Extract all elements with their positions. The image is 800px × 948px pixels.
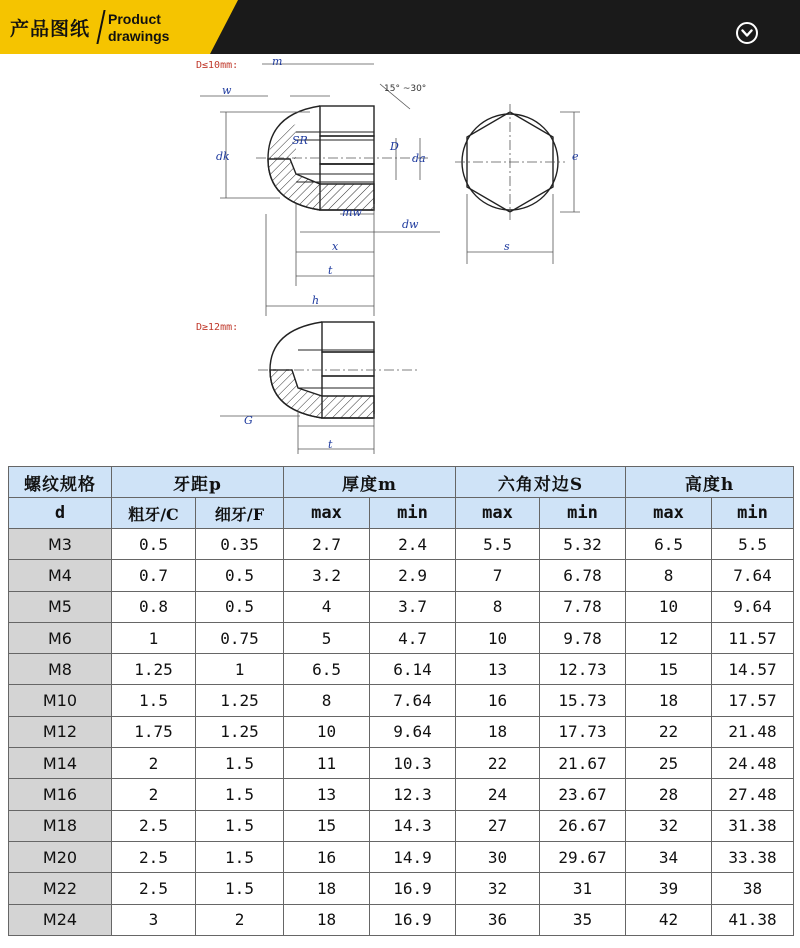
cell-s-max: 13 — [456, 654, 540, 685]
cell-m-min: 2.9 — [370, 560, 456, 591]
header-m-max: max — [284, 498, 370, 529]
cell-pitch-coarse: 2.5 — [112, 873, 196, 904]
cell-h-min: 5.5 — [712, 529, 794, 560]
header-height: 高度h — [626, 467, 794, 498]
table-row — [9, 685, 794, 716]
cell-s-min: 5.32 — [540, 529, 626, 560]
header-title-en — [108, 11, 169, 45]
dim-t-large: t — [328, 438, 333, 451]
cell-pitch-fine: 0.5 — [196, 560, 284, 591]
cell-s-max: 30 — [456, 841, 540, 872]
cell-m-max: 6.5 — [284, 654, 370, 685]
header-title-en-line2: drawings — [108, 28, 170, 44]
cell-m-min: 10.3 — [370, 748, 456, 779]
cell-s-min: 35 — [540, 904, 626, 935]
cell-s-max: 27 — [456, 810, 540, 841]
cell-pitch-fine: 1.25 — [196, 685, 284, 716]
cell-pitch-fine: 1.5 — [196, 841, 284, 872]
dim-sr: SR — [292, 134, 308, 147]
cell-pitch-coarse: 1 — [112, 622, 196, 653]
cell-s-max: 7 — [456, 560, 540, 591]
cell-s-min: 17.73 — [540, 716, 626, 747]
cell-h-max: 6.5 — [626, 529, 712, 560]
cell-s-max: 32 — [456, 873, 540, 904]
cell-s-min: 6.78 — [540, 560, 626, 591]
cell-d: M4 — [9, 560, 112, 591]
cell-m-max: 8 — [284, 685, 370, 716]
table-row — [9, 529, 794, 560]
cell-pitch-fine: 2 — [196, 904, 284, 935]
header-pitch-fine: 细牙/F — [196, 498, 284, 529]
cell-m-max: 2.7 — [284, 529, 370, 560]
cell-pitch-coarse: 2 — [112, 779, 196, 810]
cell-s-min: 15.73 — [540, 685, 626, 716]
cell-h-max: 42 — [626, 904, 712, 935]
cell-pitch-coarse: 1.75 — [112, 716, 196, 747]
cell-m-max: 13 — [284, 779, 370, 810]
cell-h-min: 7.64 — [712, 560, 794, 591]
table-row — [9, 841, 794, 872]
cell-m-max: 18 — [284, 873, 370, 904]
cell-m-min: 16.9 — [370, 873, 456, 904]
cell-m-max: 18 — [284, 904, 370, 935]
cell-d: M18 — [9, 810, 112, 841]
cell-h-min: 24.48 — [712, 748, 794, 779]
cell-m-min: 7.64 — [370, 685, 456, 716]
cell-pitch-coarse: 0.7 — [112, 560, 196, 591]
cell-m-min: 3.7 — [370, 591, 456, 622]
side-view-small — [256, 106, 430, 210]
cell-s-min: 12.73 — [540, 654, 626, 685]
dim-g: G — [244, 414, 253, 427]
cell-s-max: 10 — [456, 622, 540, 653]
table-row — [9, 748, 794, 779]
cell-s-min: 26.67 — [540, 810, 626, 841]
table-row — [9, 622, 794, 653]
cell-s-min: 7.78 — [540, 591, 626, 622]
chevron-down-circle-icon[interactable] — [736, 22, 758, 44]
cell-d: M8 — [9, 654, 112, 685]
cell-m-min: 2.4 — [370, 529, 456, 560]
header-s-max: max — [456, 498, 540, 529]
dim-m: m — [272, 55, 283, 68]
cell-d: M5 — [9, 591, 112, 622]
table-row — [9, 654, 794, 685]
cell-m-min: 9.64 — [370, 716, 456, 747]
table-header-row-2 — [9, 498, 794, 529]
cell-s-max: 36 — [456, 904, 540, 935]
dim-mw: mw — [342, 206, 362, 219]
cell-d: M10 — [9, 685, 112, 716]
cell-h-min: 31.38 — [712, 810, 794, 841]
cell-d: M3 — [9, 529, 112, 560]
dim-w: w — [222, 84, 232, 97]
cell-h-max: 8 — [626, 560, 712, 591]
cell-h-max: 10 — [626, 591, 712, 622]
drawing-canvas — [0, 54, 800, 464]
cell-pitch-coarse: 0.5 — [112, 529, 196, 560]
cell-s-min: 29.67 — [540, 841, 626, 872]
cell-m-min: 14.9 — [370, 841, 456, 872]
cell-h-min: 9.64 — [712, 591, 794, 622]
cell-m-max: 11 — [284, 748, 370, 779]
cell-m-max: 4 — [284, 591, 370, 622]
hexagon-front-view — [455, 104, 565, 220]
side-view-large — [258, 322, 420, 418]
cell-h-min: 21.48 — [712, 716, 794, 747]
cell-h-max: 32 — [626, 810, 712, 841]
dim-da: da — [412, 152, 426, 165]
spec-table — [8, 466, 794, 936]
cell-h-max: 22 — [626, 716, 712, 747]
table-row — [9, 716, 794, 747]
cell-d: M24 — [9, 904, 112, 935]
cell-h-max: 25 — [626, 748, 712, 779]
cell-s-max: 24 — [456, 779, 540, 810]
cell-d: M14 — [9, 748, 112, 779]
cell-h-min: 27.48 — [712, 779, 794, 810]
table-row — [9, 779, 794, 810]
cell-pitch-coarse: 2.5 — [112, 841, 196, 872]
header-hex: 六角对边S — [456, 467, 626, 498]
cell-m-min: 12.3 — [370, 779, 456, 810]
note-large-size: D≥12mm: — [196, 322, 239, 333]
cell-pitch-fine: 1 — [196, 654, 284, 685]
cell-h-max: 18 — [626, 685, 712, 716]
cell-m-max: 5 — [284, 622, 370, 653]
header-s-min: min — [540, 498, 626, 529]
cell-h-max: 15 — [626, 654, 712, 685]
dim-s: s — [504, 240, 510, 253]
dim-e: e — [572, 150, 579, 163]
cell-s-max: 22 — [456, 748, 540, 779]
cell-d: M16 — [9, 779, 112, 810]
cell-m-max: 3.2 — [284, 560, 370, 591]
header-pitch: 牙距p — [112, 467, 284, 498]
table-row — [9, 560, 794, 591]
cell-pitch-fine: 1.5 — [196, 748, 284, 779]
cell-s-max: 18 — [456, 716, 540, 747]
cell-h-max: 34 — [626, 841, 712, 872]
cell-m-max: 10 — [284, 716, 370, 747]
cell-s-min: 21.67 — [540, 748, 626, 779]
header-pitch-coarse: 粗牙/C — [112, 498, 196, 529]
dim-dw: dw — [402, 218, 419, 231]
technical-drawing — [0, 54, 800, 464]
cell-h-max: 39 — [626, 873, 712, 904]
cell-h-min: 33.38 — [712, 841, 794, 872]
cell-m-min: 4.7 — [370, 622, 456, 653]
cell-pitch-fine: 1.5 — [196, 779, 284, 810]
cell-d: M6 — [9, 622, 112, 653]
cell-pitch-fine: 1.5 — [196, 810, 284, 841]
cell-h-max: 12 — [626, 622, 712, 653]
cell-d: M12 — [9, 716, 112, 747]
header-thickness: 厚度m — [284, 467, 456, 498]
cell-s-min: 23.67 — [540, 779, 626, 810]
cell-m-min: 6.14 — [370, 654, 456, 685]
header-h-min: min — [712, 498, 794, 529]
cell-pitch-coarse: 2 — [112, 748, 196, 779]
header-title-en-line1: Product — [108, 11, 161, 27]
cell-pitch-fine: 1.25 — [196, 716, 284, 747]
table-row — [9, 873, 794, 904]
dim-h: h — [312, 294, 320, 307]
cell-pitch-coarse: 3 — [112, 904, 196, 935]
dim-d: D — [390, 140, 399, 153]
header-bar — [0, 0, 800, 54]
table-header-row-1 — [9, 467, 794, 498]
cell-pitch-fine: 0.5 — [196, 591, 284, 622]
cell-pitch-coarse: 2.5 — [112, 810, 196, 841]
table-row — [9, 904, 794, 935]
cell-h-min: 17.57 — [712, 685, 794, 716]
cell-m-max: 16 — [284, 841, 370, 872]
note-small-size: D≤10mm: — [196, 60, 239, 71]
cell-pitch-fine: 1.5 — [196, 873, 284, 904]
cell-h-min: 41.38 — [712, 904, 794, 935]
cell-h-min: 11.57 — [712, 622, 794, 653]
cell-m-max: 15 — [284, 810, 370, 841]
cell-d: M20 — [9, 841, 112, 872]
dimension-lines-hex — [467, 112, 580, 264]
cell-s-min: 31 — [540, 873, 626, 904]
cell-m-min: 16.9 — [370, 904, 456, 935]
cell-d: M22 — [9, 873, 112, 904]
cell-pitch-fine: 0.35 — [196, 529, 284, 560]
cell-s-max: 5.5 — [456, 529, 540, 560]
dim-dk: dk — [216, 150, 230, 163]
cell-h-max: 28 — [626, 779, 712, 810]
cell-pitch-coarse: 1.25 — [112, 654, 196, 685]
cell-s-max: 8 — [456, 591, 540, 622]
header-spec: 螺纹规格 — [9, 467, 112, 498]
header-h-max: max — [626, 498, 712, 529]
cell-h-min: 38 — [712, 873, 794, 904]
cell-m-min: 14.3 — [370, 810, 456, 841]
cell-pitch-coarse: 1.5 — [112, 685, 196, 716]
table-row — [9, 810, 794, 841]
cell-h-min: 14.57 — [712, 654, 794, 685]
header-d: d — [9, 498, 112, 529]
chevron-down-icon — [741, 28, 753, 38]
cell-pitch-fine: 0.75 — [196, 622, 284, 653]
cell-s-max: 16 — [456, 685, 540, 716]
dim-x: x — [332, 240, 339, 253]
angle-label: 15° ~30° — [384, 84, 427, 94]
dim-t: t — [328, 264, 333, 277]
header-title-cn: 产品图纸 — [10, 18, 91, 40]
cell-pitch-coarse: 0.8 — [112, 591, 196, 622]
table-row — [9, 591, 794, 622]
header-m-min: min — [370, 498, 456, 529]
cell-s-min: 9.78 — [540, 622, 626, 653]
